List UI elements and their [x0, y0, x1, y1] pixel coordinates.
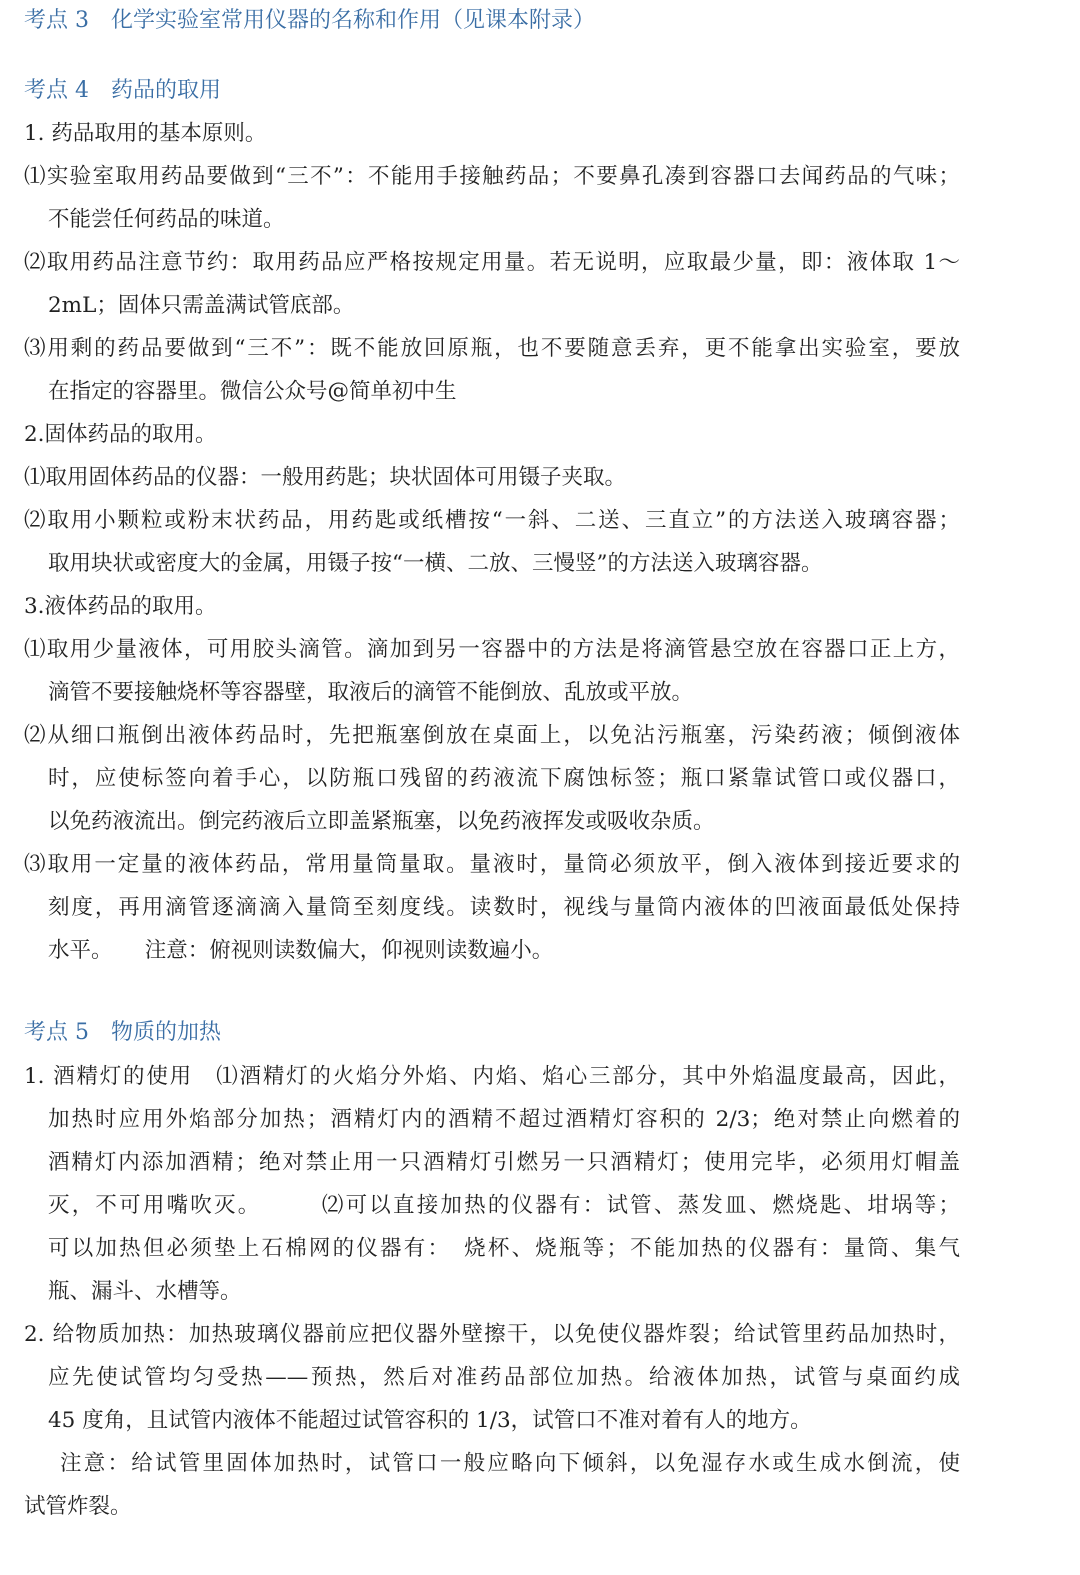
paragraph-line: ⑵取用药品注意节约：取用药品应严格按规定用量。若无说明，应取最少量，即：液体取 1～ [24, 250, 960, 275]
paragraph-line: 以免药液流出。倒完药液后立即盖紧瓶塞，以免药液挥发或吸收杂质。 [48, 809, 715, 834]
section-number: 考点 3 [24, 8, 89, 33]
paragraph-line: 3.液体药品的取用。 [24, 594, 217, 619]
paragraph-line: 取用块状或密度大的金属，用镊子按“一横、二放、三慢竖”的方法送入玻璃容器。 [48, 551, 823, 576]
paragraph-line: ⑴取用固体药品的仪器：一般用药匙；块状固体可用镊子夹取。 [24, 465, 627, 490]
paragraph-line: 水平。 注意：俯视则读数偏大，仰视则读数遍小。 [48, 938, 554, 963]
paragraph-line: ⑶取用一定量的液体药品，常用量筒量取。量液时，量筒必须放平，倒入液体到接近要求的 [24, 852, 960, 877]
paragraph-line: 2. 给物质加热：加热玻璃仪器前应把仪器外壁擦干，以免使仪器炸裂；给试管里药品加热时， [24, 1322, 960, 1347]
section-5-body [24, 1055, 960, 1528]
paragraph-line: 1. 酒精灯的使用 ⑴酒精灯的火焰分外焰、内焰、焰心三部分，其中外焰温度最高，因此， [24, 1064, 960, 1089]
paragraph-line: ⑵取用小颗粒或粉末状药品，用药匙或纸槽按“一斜、二送、三直立”的方法送入玻璃容器； [24, 508, 960, 533]
paragraph-line: ⑴实验室取用药品要做到“三不”：不能用手接触药品；不要鼻孔凑到容器口去闻药品的气味； [24, 164, 960, 189]
paragraph-line: 在指定的容器里。微信公众号@简单初中生 [48, 379, 457, 404]
paragraph-line: 灭，不可用嘴吹灭。 ⑵可以直接加热的仪器有：试管、蒸发皿、燃烧匙、坩埚等； [48, 1193, 960, 1218]
paragraph-line: 2.固体药品的取用。 [24, 422, 217, 447]
paragraph-line: 时，应使标签向着手心，以防瓶口残留的药液流下腐蚀标签；瓶口紧靠试管口或仪器口， [48, 766, 960, 791]
section-title: 物质的加热 [111, 1020, 222, 1045]
paragraph-line: ⑴取用少量液体，可用胶头滴管。滴加到另一容器中的方法是将滴管悬空放在容器口正上方， [24, 637, 960, 662]
section-title: 药品的取用 [111, 78, 222, 103]
section-number: 考点 5 [24, 1020, 89, 1045]
section-title: 化学实验室常用仪器的名称和作用（见课本附录） [111, 8, 596, 33]
paragraph-line: 2mL；固体只需盖满试管底部。 [48, 293, 355, 318]
section-number: 考点 4 [24, 78, 89, 103]
paragraph-line: ⑶用剩的药品要做到“三不”：既不能放回原瓶，也不要随意丢弃，更不能拿出实验室，要放 [24, 336, 960, 361]
paragraph-line: 1. 药品取用的基本原则。 [24, 121, 267, 146]
paragraph-line: 试管炸裂。 [24, 1494, 132, 1519]
section-heading-3 [24, 8, 595, 34]
paragraph-line: 酒精灯内添加酒精；绝对禁止用一只酒精灯引燃另一只酒精灯；使用完毕，必须用灯帽盖 [48, 1150, 960, 1175]
paragraph-line: 瓶、漏斗、水槽等。 [48, 1279, 242, 1304]
section-heading-4 [24, 78, 221, 104]
paragraph-line: 滴管不要接触烧杯等容器壁，取液后的滴管不能倒放、乱放或平放。 [48, 680, 694, 705]
paragraph-line: 应先使试管均匀受热——预热，然后对准药品部位加热。给液体加热，试管与桌面约成 [48, 1365, 960, 1390]
paragraph-line: 不能尝任何药品的味道。 [48, 207, 285, 232]
paragraph-line: ⑵从细口瓶倒出液体药品时，先把瓶塞倒放在桌面上，以免沾污瓶塞，污染药液；倾倒液体 [24, 723, 960, 748]
paragraph-line: 加热时应用外焰部分加热；酒精灯内的酒精不超过酒精灯容积的 2/3；绝对禁止向燃着的 [48, 1107, 960, 1132]
paragraph-line: 注意：给试管里固体加热时，试管口一般应略向下倾斜，以免湿存水或生成水倒流，使 [60, 1451, 960, 1476]
paragraph-line: 45 度角，且试管内液体不能超过试管容积的 1/3，试管口不准对着有人的地方。 [48, 1408, 812, 1433]
paragraph-line: 可以加热但必须垫上石棉网的仪器有： 烧杯、烧瓶等；不能加热的仪器有：量筒、集气 [48, 1236, 960, 1261]
section-4-body [24, 112, 960, 972]
paragraph-line: 刻度，再用滴管逐滴滴入量筒至刻度线。读数时，视线与量筒内液体的凹液面最低处保持 [48, 895, 960, 920]
section-heading-5 [24, 1020, 221, 1046]
